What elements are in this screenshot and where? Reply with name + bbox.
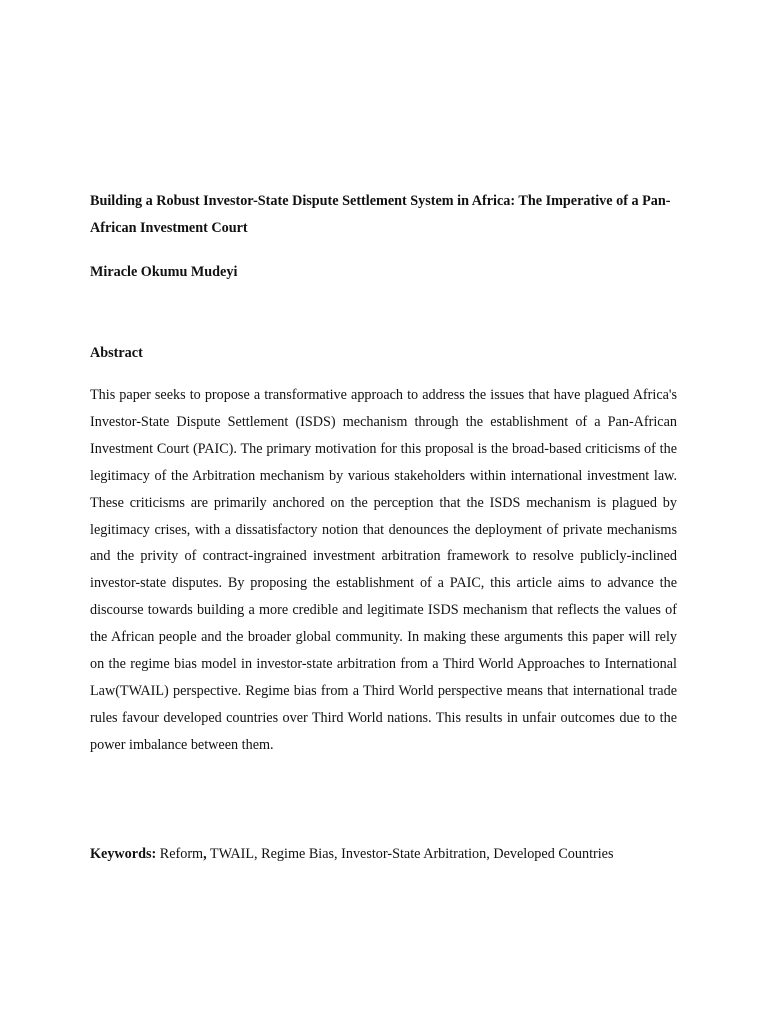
paper-author: Miracle Okumu Mudeyi <box>90 264 238 280</box>
paper-title: Building a Robust Investor-State Dispute Settlement System in Africa: The Imperative of a Pan-African Investment Court <box>90 193 671 236</box>
abstract-body: This paper seeks to propose a transformative approach to address the issues that have plagued Africa's Investor-State Dispute Settlement (ISDS) mechanism through the establishment of a Pan-African Investment Court (PAIC). The primary motivation for this proposal is the broad-based criticisms of the legitimacy of the Arbitration mechanism by various stakeholders within international investment law. These criticisms are primarily anchored on the perception that the ISDS mechanism is plagued by legitimacy crises, with a dissatisfactory notion that denounces the deployment of private mechanisms and the privity of contract-ingrained investment arbitration framework to resolve publicly-inclined investor-state disputes. By proposing the establishment of a PAIC, this article aims to advance the discourse towards building a more credible and legitimate ISDS mechanism that reflects the values of the African people and the broader global community. In making these arguments this paper will rely on the regime bias model in investor-state arbitration from a Third World Approaches to International Law(TWAIL) perspective. Regime bias from a Third World perspective means that international trade rules favour developed countries over Third World nations. This results in unfair outcomes due to the power imbalance between them. <box>90 387 677 753</box>
keyword-first: Reform <box>159 846 204 862</box>
keywords-label: Keywords: <box>90 846 157 862</box>
abstract-heading: Abstract <box>90 345 143 361</box>
keywords-line <box>90 841 690 868</box>
keyword-comma: , <box>203 846 207 862</box>
keywords-list: TWAIL, Regime Bias, Investor-State Arbitration, Developed Countries <box>206 846 614 862</box>
